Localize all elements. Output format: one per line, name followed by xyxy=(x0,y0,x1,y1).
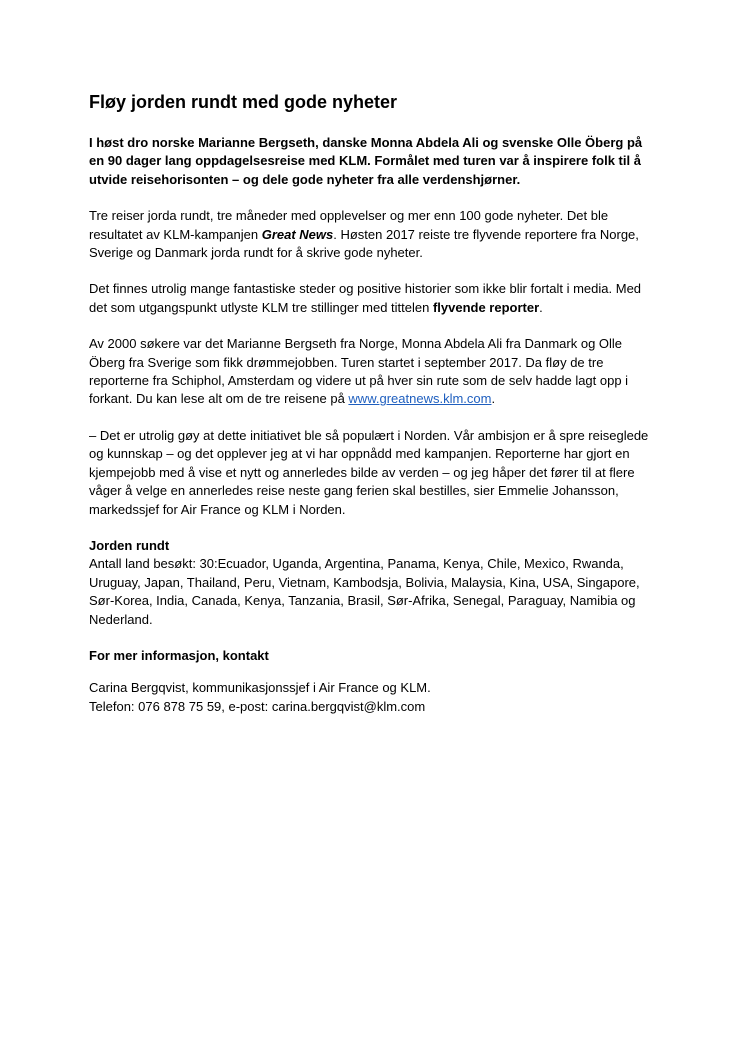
paragraph-positions-text-2: . xyxy=(539,299,543,315)
lead-paragraph: I høst dro norske Marianne Bergseth, danske Monna Abdela Ali og svenske Olle Öberg på en 90 dager lang oppdagelsesreise med KLM. Formålet med turen var å inspirere folk til å utvide reisehorisonten – og dele gode nyheter fra alle verdenshjørner. xyxy=(89,135,643,187)
countries-list: Antall land besøkt: 30:Ecuador, Uganda, Argentina, Panama, Kenya, Chile, Mexico, Rwanda, Uruguay, Japan, Thailand, Peru, Vietnam, Kambodsja, Bolivia, Malaysia, Kina, USA, Singapore, Sør-Korea, India, Canada, Kenya, Tanzania, Brasil, Sør-Afrika, Senegal, Paraguay, Namibia og Nederland. xyxy=(89,556,640,627)
position-title: flyvende reporter xyxy=(432,299,540,315)
paragraph-reporters xyxy=(89,335,659,409)
paragraph-campaign-text-2: . Høsten 2017 reiste tre flyvende reportere fra Norge, Sverige og Danmark jorda rundt for å skrive gode nyheter. xyxy=(89,226,639,261)
paragraph-reporters-text-2: . xyxy=(491,391,496,407)
section-heading-jorden-rundt: Jorden rundt xyxy=(89,537,170,553)
contact-line-name: Carina Bergqvist, kommunikasjonssjef i Air France og KLM. xyxy=(89,680,431,696)
paragraph-positions xyxy=(89,280,659,317)
document-page xyxy=(89,90,659,716)
paragraph-campaign-text-1: Tre reiser jorda rundt, tre måneder med opplevelser og mer enn 100 gode nyheter. Det ble resultatet av KLM-kampanjen xyxy=(89,208,609,242)
paragraph-positions-text-1: Det finnes utrolig mange fantastiske steder og positive historier som ikke blir fortalt i media. Med det som utgangspunkt utlyste KLM tre stillinger med tittelen xyxy=(89,281,642,315)
page-title: Fløy jorden rundt med gode nyheter xyxy=(89,92,398,112)
paragraph-quote: – Det er utrolig gøy at dette initiativet ble så populært i Norden. Vår ambisjon er å spre reiseglede og kunnskap – og det opplever jeg at vi har oppnådd med kampanjen. Reporterne har gjort en kjempejobb med å vise et nytt og annerledes bilde av verden – og jeg håper det fører til at flere våger å velge en annerledes reise neste gang ferien skal bestilles, sier Emmelie Johansson, markedssjef for Air France og KLM i Norden. xyxy=(89,427,649,517)
greatnews-link[interactable]: www.greatnews.klm.com xyxy=(348,391,492,407)
paragraph-reporters-text-1: Av 2000 søkere var det Marianne Bergseth fra Norge, Monna Abdela Ali fra Danmark og Olle Öberg fra Sverige som fikk drømmejobben. Turen startet i september 2017. Da fløy de tre reporterne fra Schiphol, Amsterdam og videre ut på hver sin rute som de selv hadde lagt opp i forkant. Du kan lese alt om de tre reisene på xyxy=(89,336,629,407)
paragraph-campaign xyxy=(89,207,659,262)
contact-heading: For mer informasjon, kontakt xyxy=(89,647,269,663)
campaign-name: Great News xyxy=(261,226,334,242)
contact-line-phone-email: Telefon: 076 878 75 59, e-post: carina.bergqvist@klm.com xyxy=(89,698,426,714)
